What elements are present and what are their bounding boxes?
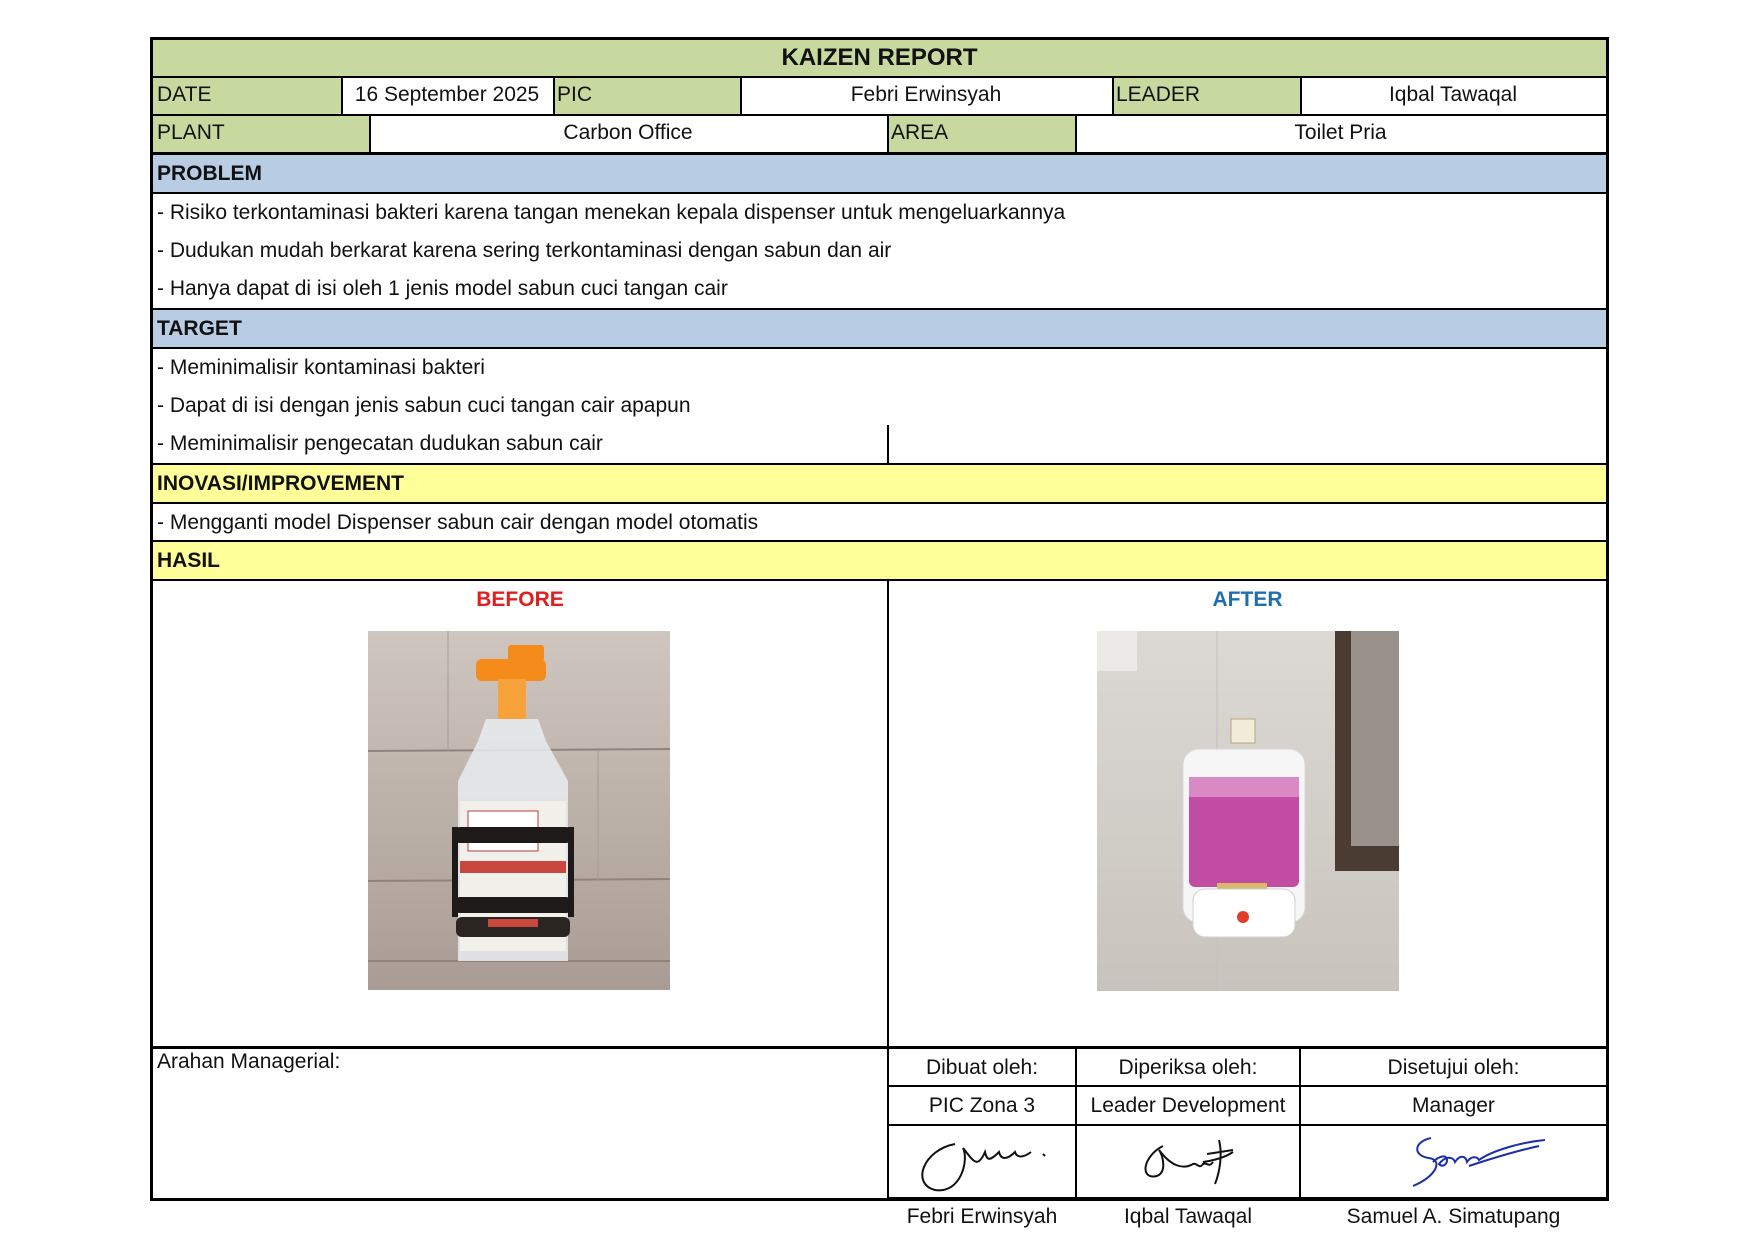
divider — [153, 579, 1606, 581]
plant-label: PLANT — [153, 114, 369, 152]
approved-by-name: Samuel A. Simatupang — [1346, 1205, 1561, 1228]
divider — [889, 1197, 1606, 1199]
divider — [1075, 114, 1077, 152]
divider — [553, 76, 555, 114]
divider — [1112, 76, 1114, 114]
checked-by-label: Diperiksa oleh: — [1118, 1056, 1258, 1079]
divider — [153, 463, 1606, 465]
after-photo — [1097, 631, 1399, 991]
pic-value: Febri Erwinsyah — [850, 83, 1002, 106]
divider — [153, 540, 1606, 542]
divider — [153, 152, 1606, 155]
divider — [153, 308, 1606, 310]
signature-checked-by — [1123, 1126, 1253, 1196]
divider — [889, 1085, 1606, 1087]
improvement-heading: INOVASI/IMPROVEMENT — [153, 465, 1606, 502]
problem-item: - Dudukan mudah berkarat karena sering terkontaminasi dengan sabun dan air — [157, 239, 892, 262]
area-value: Toilet Pria — [1294, 121, 1387, 144]
problem-item: - Risiko terkontaminasi bakteri karena tangan menekan kepala dispenser untuk mengeluarkannya — [157, 201, 1066, 224]
divider — [341, 76, 343, 114]
problem-heading: PROBLEM — [153, 155, 1606, 192]
date-label: DATE — [153, 76, 341, 114]
divider — [369, 114, 371, 152]
result-heading: HASIL — [153, 542, 1606, 579]
made-by-label: Dibuat oleh: — [925, 1056, 1039, 1079]
signature-approved-by — [1373, 1128, 1553, 1198]
before-label: BEFORE — [476, 588, 564, 611]
made-by-name: Febri Erwinsyah — [906, 1205, 1058, 1228]
approved-by-label: Disetujui oleh: — [1387, 1056, 1520, 1079]
checked-by-name: Iqbal Tawaqal — [1123, 1205, 1253, 1228]
problem-item: - Hanya dapat di isi oleh 1 jenis model sabun cuci tangan cair — [157, 277, 728, 300]
leader-label: LEADER — [1112, 76, 1300, 114]
target-item: - Meminimalisir pengecatan dudukan sabun cair — [157, 432, 603, 455]
managerial-direction-label: Arahan Managerial: — [157, 1050, 341, 1073]
divider — [740, 76, 742, 114]
before-photo — [368, 631, 670, 990]
divider — [1075, 1046, 1077, 1198]
after-label: AFTER — [1212, 588, 1283, 611]
kaizen-report-sheet — [150, 37, 1609, 1228]
divider — [1299, 1046, 1301, 1198]
target-item: - Meminimalisir kontaminasi bakteri — [157, 356, 485, 379]
made-by-role: PIC Zona 3 — [928, 1093, 1036, 1117]
pic-label: PIC — [553, 76, 740, 114]
date-value: 16 September 2025 — [354, 83, 540, 106]
divider — [153, 192, 1606, 194]
divider — [889, 1124, 1606, 1126]
leader-value: Iqbal Tawaqal — [1388, 83, 1518, 106]
checked-by-role: Leader Development — [1090, 1093, 1286, 1117]
divider — [153, 347, 1606, 349]
target-heading: TARGET — [153, 310, 1606, 347]
signature-made-by — [903, 1130, 1063, 1196]
report-title: KAIZEN REPORT — [153, 40, 1606, 76]
divider — [887, 114, 889, 152]
divider — [153, 76, 1606, 78]
approved-by-role: Manager — [1412, 1093, 1495, 1117]
improvement-item: - Mengganti model Dispenser sabun cair dengan model otomatis — [157, 511, 759, 534]
plant-value: Carbon Office — [563, 121, 693, 144]
divider — [153, 1046, 1606, 1049]
target-item: - Dapat di isi dengan jenis sabun cuci tangan cair apapun — [157, 394, 691, 417]
divider — [1300, 76, 1302, 114]
divider — [887, 425, 889, 463]
area-label: AREA — [887, 114, 1075, 152]
divider — [887, 579, 889, 1198]
divider — [153, 502, 1606, 504]
